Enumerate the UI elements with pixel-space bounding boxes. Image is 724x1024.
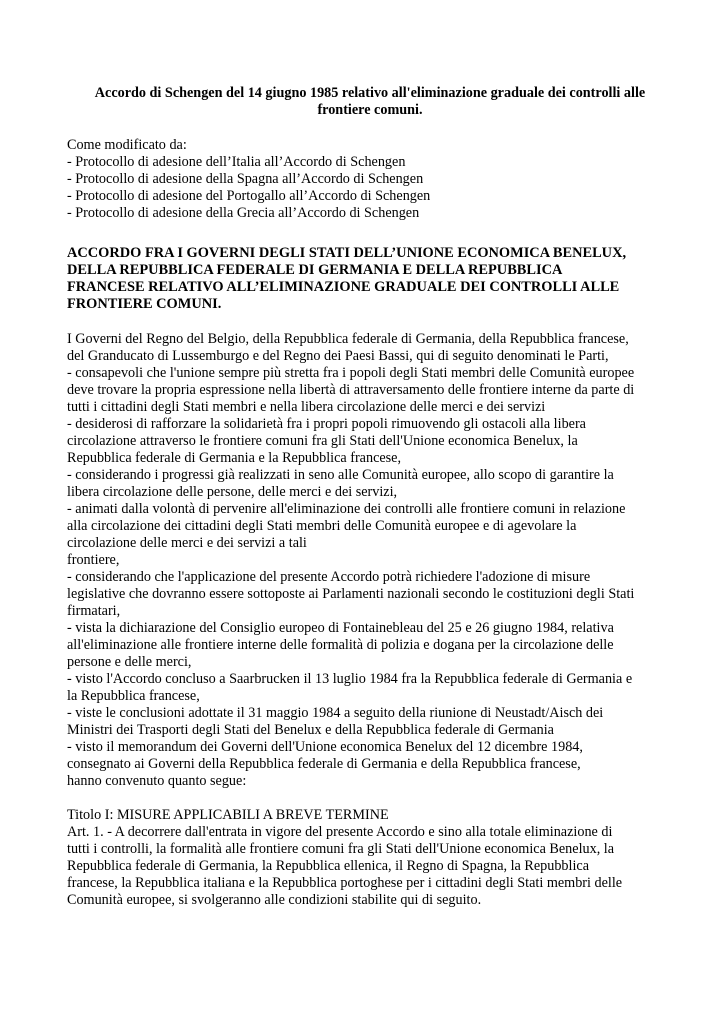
modification-list — [67, 137, 667, 222]
body-line: - animati dalla volontà di pervenire all'eliminazione dei controlli alle frontiere comuni in relazione — [67, 501, 626, 517]
body-line: all'eliminazione alle frontiere interne delle formalità di polizia e dogana per la circolazione delle — [67, 637, 614, 653]
heading-line: FRANCESE RELATIVO ALL’ELIMINAZIONE GRADUALE DEI CONTROLLI ALLE — [67, 279, 620, 295]
body-line: libera circolazione delle persone, delle merci e dei servizi, — [67, 484, 398, 500]
document-title — [67, 85, 667, 119]
heading-line: ACCORDO FRA I GOVERNI DEGLI STATI DELL’UNIONE ECONOMICA BENELUX, — [67, 245, 627, 261]
title-line: Accordo di Schengen del 14 giugno 1985 relativo all'eliminazione graduale dei controlli alle — [94, 85, 646, 101]
article-line: Comunità europee, si svolgeranno alle condizioni stabilite qui di seguito. — [67, 892, 482, 908]
modification-item: - Protocollo di adesione della Grecia all’Accordo di Schengen — [67, 205, 420, 221]
body-line: I Governi del Regno del Belgio, della Repubblica federale di Germania, della Repubblica francese, — [67, 331, 629, 347]
body-line: - considerando i progressi già realizzati in seno alle Comunità europee, allo scopo di garantire la — [67, 467, 614, 483]
preamble-text — [67, 331, 667, 790]
body-line: - vista la dichiarazione del Consiglio europeo di Fontainebleau del 25 e 26 giugno 1984, relativa — [67, 620, 614, 636]
section-heading: Titolo I: MISURE APPLICABILI A BREVE TERMINE — [67, 807, 389, 823]
article-line: Art. 1. - A decorrere dall'entrata in vigore del presente Accordo e sino alla totale eliminazione di — [67, 824, 613, 840]
body-line: frontiere, — [67, 552, 120, 568]
modification-item: - Protocollo di adesione dell’Italia all’Accordo di Schengen — [67, 154, 406, 170]
body-line: - considerando che l'applicazione del presente Accordo potrà richiedere l'adozione di misure — [67, 569, 591, 585]
title-line: frontiere comuni. — [317, 102, 423, 118]
body-line: persone e delle merci, — [67, 654, 192, 670]
body-line: del Granducato di Lussemburgo e del Regno dei Paesi Bassi, qui di seguito denominati le Parti, — [67, 348, 609, 364]
body-line: - consapevoli che l'unione sempre più stretta fra i popoli degli Stati membri delle Comunità europee — [67, 365, 635, 381]
modification-item: - Protocollo di adesione del Portogallo all’Accordo di Schengen — [67, 188, 431, 204]
article-line: tutti i controlli, la formalità alle frontiere comuni fra gli Stati dell'Unione economica Benelux, la — [67, 841, 615, 857]
body-line: - visto l'Accordo concluso a Saarbrucken il 13 luglio 1984 fra la Repubblica federale di Germania e — [67, 671, 633, 687]
body-line: legislative che dovranno essere sottoposte ai Parlamenti nazionali secondo le costituzioni degli Stati — [67, 586, 635, 602]
body-line: tutti i cittadini degli Stati membri e nella libera circolazione delle merci e dei servizi — [67, 399, 546, 415]
modification-item: - Protocollo di adesione della Spagna all’Accordo di Schengen — [67, 171, 424, 187]
modification-intro: Come modificato da: — [67, 137, 187, 153]
body-line: la Repubblica francese, — [67, 688, 200, 704]
body-line: Ministri dei Trasporti degli Stati del Benelux e della Repubblica federale di Germania — [67, 722, 554, 738]
article-line: Repubblica federale di Germania, la Repubblica ellenica, il Regno di Spagna, la Repubblica — [67, 858, 589, 874]
heading-line: FRONTIERE COMUNI. — [67, 296, 222, 312]
article-line: francese, la Repubblica italiana e la Repubblica portoghese per i cittadini degli Stati membri delle — [67, 875, 623, 891]
title-one-section — [67, 807, 667, 909]
body-line: alla circolazione dei cittadini degli Stati membri delle Comunità europee e di agevolare la — [67, 518, 577, 534]
body-line: - viste le conclusioni adottate il 31 maggio 1984 a seguito della riunione di Neustadt/Aisch dei — [67, 705, 604, 721]
document-page — [67, 85, 667, 909]
body-line: deve trovare la propria espressione nella libertà di attraversamento delle frontiere interne da parte di — [67, 382, 635, 398]
agreement-heading — [67, 245, 667, 313]
body-line: - visto il memorandum dei Governi dell'Unione economica Benelux del 12 dicembre 1984, — [67, 739, 583, 755]
body-line: circolazione delle merci e dei servizi a tali — [67, 535, 307, 551]
body-line: consegnato ai Governi della Repubblica federale di Germania e della Repubblica francese, — [67, 756, 581, 772]
heading-line: DELLA REPUBBLICA FEDERALE DI GERMANIA E DELLA REPUBBLICA — [67, 262, 563, 278]
body-line: circolazione attraverso le frontiere comuni fra gli Stati dell'Unione economica Benelux, la — [67, 433, 578, 449]
body-line: - desiderosi di rafforzare la solidarietà fra i propri popoli rimuovendo gli ostacoli alla libera — [67, 416, 586, 432]
body-line: hanno convenuto quanto segue: — [67, 773, 247, 789]
body-line: Repubblica federale di Germania e la Repubblica francese, — [67, 450, 402, 466]
body-line: firmatari, — [67, 603, 121, 619]
